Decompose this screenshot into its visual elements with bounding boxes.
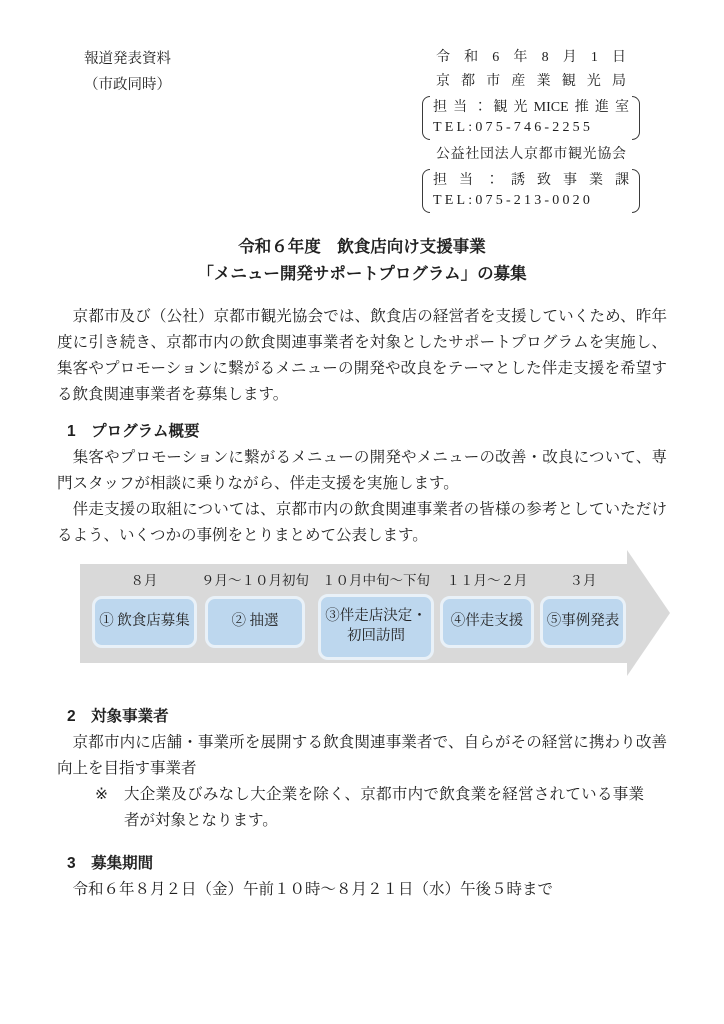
association-contact-tel: TEL:075-213-0020 [433, 193, 594, 208]
right-bracket [632, 169, 640, 213]
doc-type-block [84, 46, 171, 216]
bureau-contact [422, 96, 640, 140]
right-bracket [632, 96, 640, 140]
intro-paragraph: 京都市及び（公社）京都市観光協会では、飲食店の経営者を支援していくため、昨年度に引き続き、京都市内の飲食関連事業者を対象としたサポートプログラムを実施し、集客やプロモーションに繋がるメニューの開発や改良をテーマとした伴走支援を希望する飲食関連事業者を募集します。 [57, 308, 667, 403]
left-bracket [422, 96, 430, 140]
document-header [0, 0, 724, 216]
section3-heading: 3 募集期間 [67, 855, 154, 872]
timeline-month-3: １０月中旬～下旬 [322, 573, 430, 588]
timeline-step-4-label: ④伴走支援 [450, 613, 524, 630]
bureau-contact-dept: 担当：観光MICE推進室 [433, 100, 629, 115]
association-contact-dept: 担当：誘致事業課 [433, 173, 629, 188]
timeline-step-5 [540, 596, 626, 648]
note-text: 大企業及びみなし大企業を除く、京都市内で飲食業を経営されている事業者が対象となります。 [124, 786, 644, 829]
section2-note [95, 782, 667, 834]
document-title-line1: 令和６年度 飲食店向け支援事業 [238, 238, 486, 256]
timeline-month-5: ３月 [569, 573, 597, 588]
doc-type-sublabel: （市政同時） [84, 77, 171, 93]
issuer-block [422, 46, 640, 216]
timeline-month-4: １１月～２月 [446, 573, 528, 588]
document-title [0, 234, 724, 288]
doc-type-label: 報道発表資料 [84, 51, 171, 67]
timeline-diagram [0, 549, 724, 689]
timeline-step-1 [92, 596, 197, 648]
timeline-month-1: ８月 [130, 573, 158, 588]
body-top [0, 304, 724, 549]
timeline-step-2 [205, 596, 305, 648]
note-marker: ※ [95, 786, 108, 803]
section1-paragraph-1: 集客やプロモーションに繋がるメニューの開発やメニューの改善・改良について、専門スタッフが相談に乗りながら、伴走支援を実施します。 [57, 449, 667, 492]
bureau-name: 京都市産業観光局 [436, 74, 626, 89]
timeline-month-2: ９月～１０月初旬 [201, 573, 309, 588]
section1-heading: 1 プログラム概要 [67, 423, 200, 440]
issue-date: 令和6年8月1日 [436, 50, 626, 65]
section3-body: 令和６年８月２日（金）午前１０時～８月２１日（水）午後５時まで [57, 881, 554, 898]
section2-heading: 2 対象事業者 [67, 708, 169, 725]
section1-paragraph-2: 伴走支援の取組については、京都市内の飲食関連事業者の皆様の参考としていただけるよう、いくつかの事例をとりまとめて公表します。 [57, 501, 667, 544]
left-bracket [422, 169, 430, 213]
timeline-step-3-label2: 初回訪問 [347, 628, 405, 644]
timeline-step-3 [318, 594, 434, 660]
timeline-step-5-label: ⑤事例発表 [546, 613, 620, 630]
association-name: 公益社団法人京都市観光協会 [436, 147, 626, 162]
timeline-step-2-label: ② 抽選 [231, 613, 279, 630]
document-title-line2: 「メニュー開発サポートプログラム」の募集 [197, 265, 527, 283]
arrow-head-icon [627, 550, 670, 676]
timeline-step-4 [440, 596, 534, 648]
association-contact [422, 169, 640, 213]
section2-paragraph-1: 京都市内に店舗・事業所を展開する飲食関連事業者で、自らがその経営に携わり改善向上を目指す事業者 [57, 734, 667, 777]
bureau-contact-tel: TEL:075-746-2255 [433, 120, 594, 135]
body-bottom [0, 705, 724, 903]
timeline-step-3-label: ③伴走店決定・ [325, 608, 427, 625]
timeline-step-1-label: ① 飲食店募集 [99, 613, 190, 630]
